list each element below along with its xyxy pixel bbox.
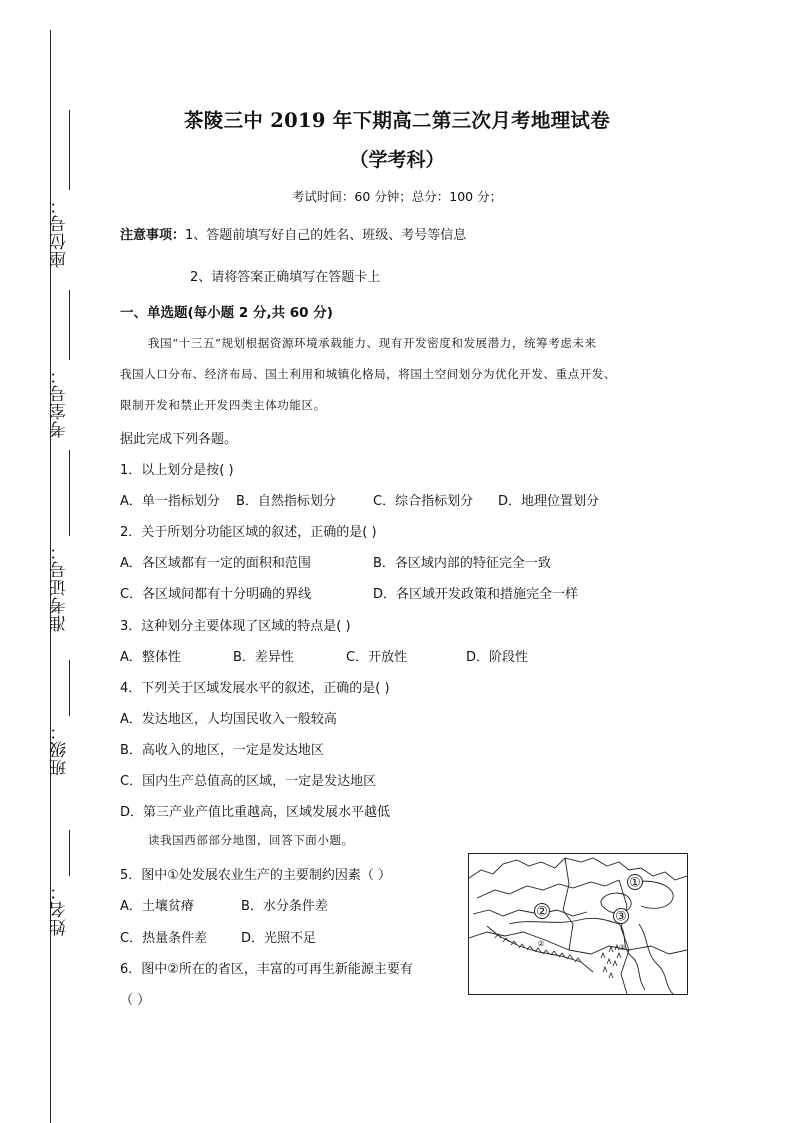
map-border-south xyxy=(487,926,593,972)
map-river-3 xyxy=(639,924,673,994)
q2-option-d[interactable]: D．各区域开发政策和措施完全一样 xyxy=(373,587,579,602)
section-title: 一、单选题(每小题 2 分,共 60 分) xyxy=(120,305,333,321)
q1-option-c[interactable]: C．综合指标划分 xyxy=(373,494,474,509)
map-ridge-mid xyxy=(473,910,587,916)
q3-option-a[interactable]: A．整体性 xyxy=(120,650,181,665)
q4-stem: 4．下列关于区域发展水平的叙述，正确的是( ) xyxy=(120,681,390,696)
seat-number-label: 座位号： xyxy=(50,196,70,268)
western-china-map xyxy=(468,853,688,995)
question-prompt: 据此完成下列各题。 xyxy=(120,432,238,447)
passage-line-2: 我国人口分布、经济布局、国土利用和城镇化格局，将国土空间划分为优化开发、重点开发、 xyxy=(120,367,617,381)
q5-option-a[interactable]: A．土壤贫瘠 xyxy=(120,899,194,914)
q2-option-b[interactable]: B．各区域内部的特征完全一致 xyxy=(373,556,551,571)
name-label: 姓名： xyxy=(50,882,70,936)
q4-option-d[interactable]: D．第三产业产值比重越高，区域发展水平越低 xyxy=(120,805,391,820)
q5-stem: 5．图中①处发展农业生产的主要制约因素（ ） xyxy=(120,868,392,883)
ticket-number-field[interactable] xyxy=(50,450,90,650)
notes-label: 注意事项： xyxy=(120,228,186,243)
ticket-number-label: 准考证号： xyxy=(50,542,70,632)
q1-option-d[interactable]: D．地理位置划分 xyxy=(498,494,600,509)
q1-stem: 1．以上划分是按( ) xyxy=(120,463,234,478)
map-ridge-upper xyxy=(477,880,619,898)
q4-option-b[interactable]: B．高收入的地区，一定是发达地区 xyxy=(120,743,324,758)
exam-room-field[interactable] xyxy=(50,290,90,440)
q6-answer-paren: （ ） xyxy=(120,993,151,1008)
map-mountain-hatching xyxy=(495,934,621,978)
notes-line-1 xyxy=(120,224,466,243)
q6-stem: 6．图中②所在的省区，丰富的可再生新能源主要有 xyxy=(120,962,413,977)
q2-option-a[interactable]: A．各区域都有一定的面积和范围 xyxy=(120,556,311,571)
exam-room-label: 考室号： xyxy=(50,366,70,438)
passage-line-3: 限制开发和禁止开发四类主体功能区。 xyxy=(120,398,326,412)
map-marker-3: ③ xyxy=(615,909,627,925)
q3-option-b[interactable]: B．差异性 xyxy=(233,650,294,665)
q1-option-a[interactable]: A．单一指标划分 xyxy=(120,494,220,509)
map-drawing xyxy=(469,854,687,994)
q4-option-a[interactable]: A．发达地区，人均国民收入一般较高 xyxy=(120,712,337,727)
q1-option-b[interactable]: B．自然指标划分 xyxy=(236,494,336,509)
exam-info: 考试时间：60 分钟；总分：100 分； xyxy=(291,189,503,204)
exam-title: 茶陵三中 2019 年下期高二第三次月考地理试卷 xyxy=(183,109,611,132)
q4-option-c[interactable]: C．国内生产总值高的区域，一定是发达地区 xyxy=(120,774,377,789)
map-boundary-4 xyxy=(469,932,569,950)
map-small-marker-3: ③ xyxy=(618,943,626,952)
q2-option-c[interactable]: C．各区域间都有十分明确的界线 xyxy=(120,587,312,602)
class-label: 班级： xyxy=(50,722,70,776)
map-small-marker-2: ② xyxy=(537,939,545,948)
q5-option-b[interactable]: B．水分条件差 xyxy=(241,899,328,914)
q5-option-c[interactable]: C．热量条件差 xyxy=(120,931,208,946)
map-boundary-1 xyxy=(563,858,573,950)
map-river-1 xyxy=(509,918,619,924)
q5-option-d[interactable]: D．光照不足 xyxy=(241,931,317,946)
q2-stem: 2．关于所划分功能区域的叙述，正确的是( ) xyxy=(120,525,377,540)
notes-item-1: 1、答题前填写好自己的姓名、班级、考号等信息 xyxy=(185,228,467,243)
q3-stem: 3．这种划分主要体现了区域的特点是( ) xyxy=(120,619,351,634)
map-prompt: 读我国西部部分地图，回答下面小题。 xyxy=(148,833,354,847)
q3-option-c[interactable]: C．开放性 xyxy=(346,650,408,665)
passage-line-1: 我国“十三五”规划根据资源环境承载能力、现有开发密度和发展潜力，统筹考虑未来 xyxy=(148,336,597,350)
class-field[interactable] xyxy=(50,660,90,780)
q3-option-d[interactable]: D．阶段性 xyxy=(466,650,529,665)
map-marker-1: ① xyxy=(629,875,641,891)
name-field[interactable] xyxy=(50,830,90,940)
map-marker-2: ② xyxy=(536,904,548,920)
exam-subtitle: （学考科） xyxy=(349,149,445,171)
notes-item-2: 2、请将答案正确填写在答题卡上 xyxy=(190,270,381,285)
map-border-north xyxy=(469,858,687,880)
